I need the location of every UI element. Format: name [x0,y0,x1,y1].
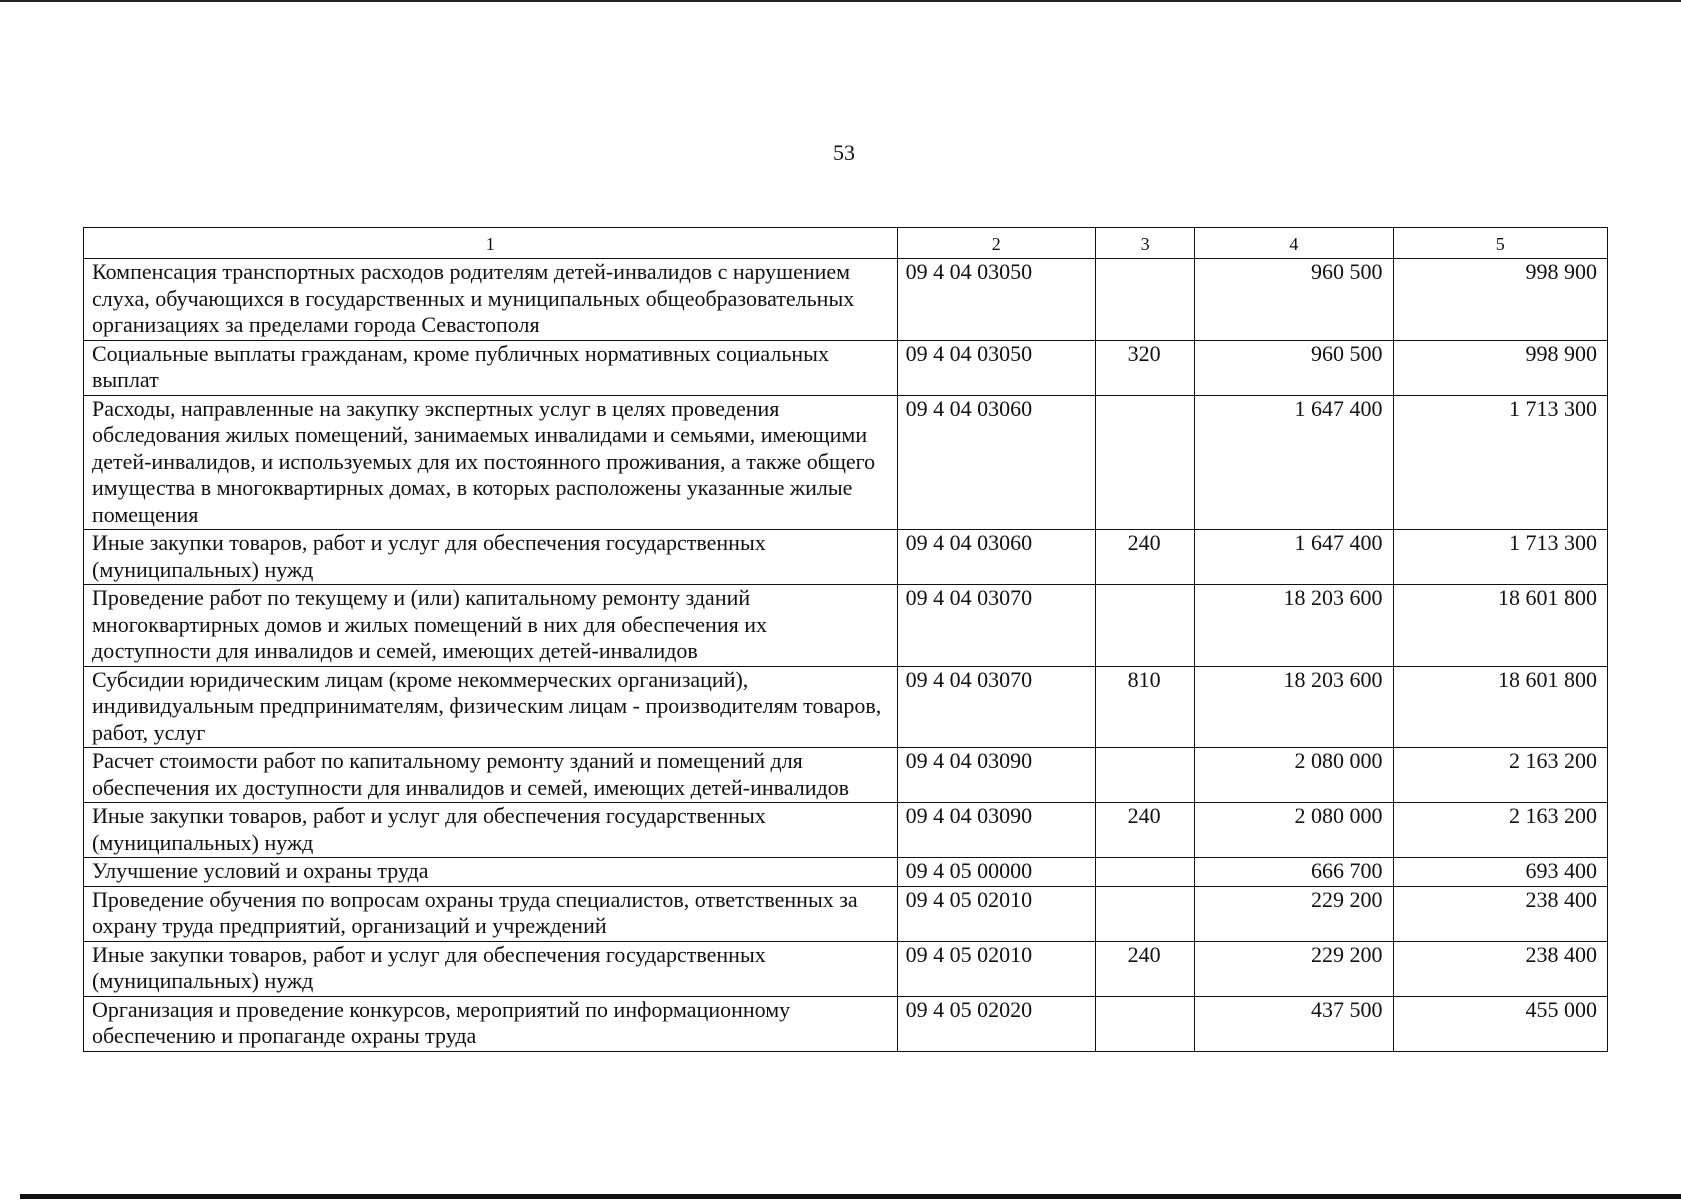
row-sum-2: 998 900 [1393,340,1607,395]
table-row [84,886,1608,941]
row-name: Проведение работ по текущему и (или) капитальному ремонту зданий многоквартирных домов и жилых помещений в них для обеспечения их доступности для инвалидов и семей, имеющих детей-инвалидов [84,585,898,667]
row-name: Субсидии юридическим лицам (кроме некоммерческих организаций), индивидуальным предпринимателям, физическим лицам - производителям товаров, работ, услуг [84,666,898,748]
row-group [1095,996,1194,1051]
row-group: 320 [1095,340,1194,395]
row-group: 810 [1095,666,1194,748]
row-code: 09 4 05 02010 [897,941,1095,996]
table-row [84,803,1608,858]
header-col-4: 4 [1195,228,1393,259]
row-name: Иные закупки товаров, работ и услуг для обеспечения государственных (муниципальных) нужд [84,941,898,996]
row-code: 09 4 05 02020 [897,996,1095,1051]
row-name: Иные закупки товаров, работ и услуг для обеспечения государственных (муниципальных) нужд [84,803,898,858]
table-row [84,530,1608,585]
row-group [1095,395,1194,530]
row-sum-1: 960 500 [1195,340,1393,395]
row-sum-1: 1 647 400 [1195,530,1393,585]
header-col-5: 5 [1393,228,1607,259]
row-sum-1: 960 500 [1195,259,1393,341]
row-sum-2: 238 400 [1393,941,1607,996]
row-group: 240 [1095,803,1194,858]
header-col-2: 2 [897,228,1095,259]
table-row [84,585,1608,667]
row-sum-1: 666 700 [1195,858,1393,887]
table-row [84,395,1608,530]
row-code: 09 4 04 03070 [897,666,1095,748]
table-row [84,748,1608,803]
row-sum-1: 437 500 [1195,996,1393,1051]
row-group [1095,259,1194,341]
row-group [1095,886,1194,941]
row-sum-1: 229 200 [1195,941,1393,996]
table-row [84,259,1608,341]
row-group: 240 [1095,941,1194,996]
row-code: 09 4 04 03060 [897,530,1095,585]
row-sum-2: 238 400 [1393,886,1607,941]
budget-table [83,227,1608,1052]
row-sum-2: 1 713 300 [1393,395,1607,530]
row-name: Компенсация транспортных расходов родителям детей-инвалидов с нарушением слуха, обучающихся в государственных и муниципальных общеобразовательных организациях за пределами города Севастополя [84,259,898,341]
row-code: 09 4 04 03060 [897,395,1095,530]
header-col-1: 1 [84,228,898,259]
row-name: Организация и проведение конкурсов, мероприятий по информационному обеспечению и пропаганде охраны труда [84,996,898,1051]
table-row [84,666,1608,748]
row-name: Социальные выплаты гражданам, кроме публичных нормативных социальных выплат [84,340,898,395]
row-sum-1: 1 647 400 [1195,395,1393,530]
header-col-3: 3 [1095,228,1194,259]
row-sum-2: 693 400 [1393,858,1607,887]
table-row [84,858,1608,887]
row-sum-2: 2 163 200 [1393,803,1607,858]
row-code: 09 4 04 03070 [897,585,1095,667]
table-header-row [84,228,1608,259]
table-row [84,340,1608,395]
row-sum-1: 2 080 000 [1195,748,1393,803]
table-row [84,996,1608,1051]
row-sum-1: 18 203 600 [1195,666,1393,748]
row-code: 09 4 04 03090 [897,748,1095,803]
row-code: 09 4 04 03050 [897,259,1095,341]
row-sum-2: 1 713 300 [1393,530,1607,585]
row-group [1095,585,1194,667]
row-sum-2: 18 601 800 [1393,666,1607,748]
row-name: Проведение обучения по вопросам охраны труда специалистов, ответственных за охрану труда предприятий, организаций и учреждений [84,886,898,941]
page-number: 53 [833,140,855,165]
row-name: Расходы, направленные на закупку экспертных услуг в целях проведения обследования жилых помещений, занимаемых инвалидами и семьями, имеющими детей-инвалидов, и используемых для их постоянного проживания, а также общего имущества в многоквартирных домах, в которых расположены указанные жилые помещения [84,395,898,530]
row-sum-1: 18 203 600 [1195,585,1393,667]
row-sum-2: 18 601 800 [1393,585,1607,667]
row-group [1095,858,1194,887]
row-sum-2: 2 163 200 [1393,748,1607,803]
row-sum-2: 998 900 [1393,259,1607,341]
row-code: 09 4 05 00000 [897,858,1095,887]
row-code: 09 4 04 03090 [897,803,1095,858]
scan-bottom-edge [20,1194,1681,1199]
row-group: 240 [1095,530,1194,585]
row-name: Расчет стоимости работ по капитальному ремонту зданий и помещений для обеспечения их доступности для инвалидов и семей, имеющих детей-инвалидов [84,748,898,803]
scan-top-edge [0,0,1681,2]
row-code: 09 4 04 03050 [897,340,1095,395]
row-code: 09 4 05 02010 [897,886,1095,941]
row-name: Иные закупки товаров, работ и услуг для обеспечения государственных (муниципальных) нужд [84,530,898,585]
row-name: Улучшение условий и охраны труда [84,858,898,887]
row-sum-1: 2 080 000 [1195,803,1393,858]
row-group [1095,748,1194,803]
row-sum-2: 455 000 [1393,996,1607,1051]
table-row [84,941,1608,996]
row-sum-1: 229 200 [1195,886,1393,941]
